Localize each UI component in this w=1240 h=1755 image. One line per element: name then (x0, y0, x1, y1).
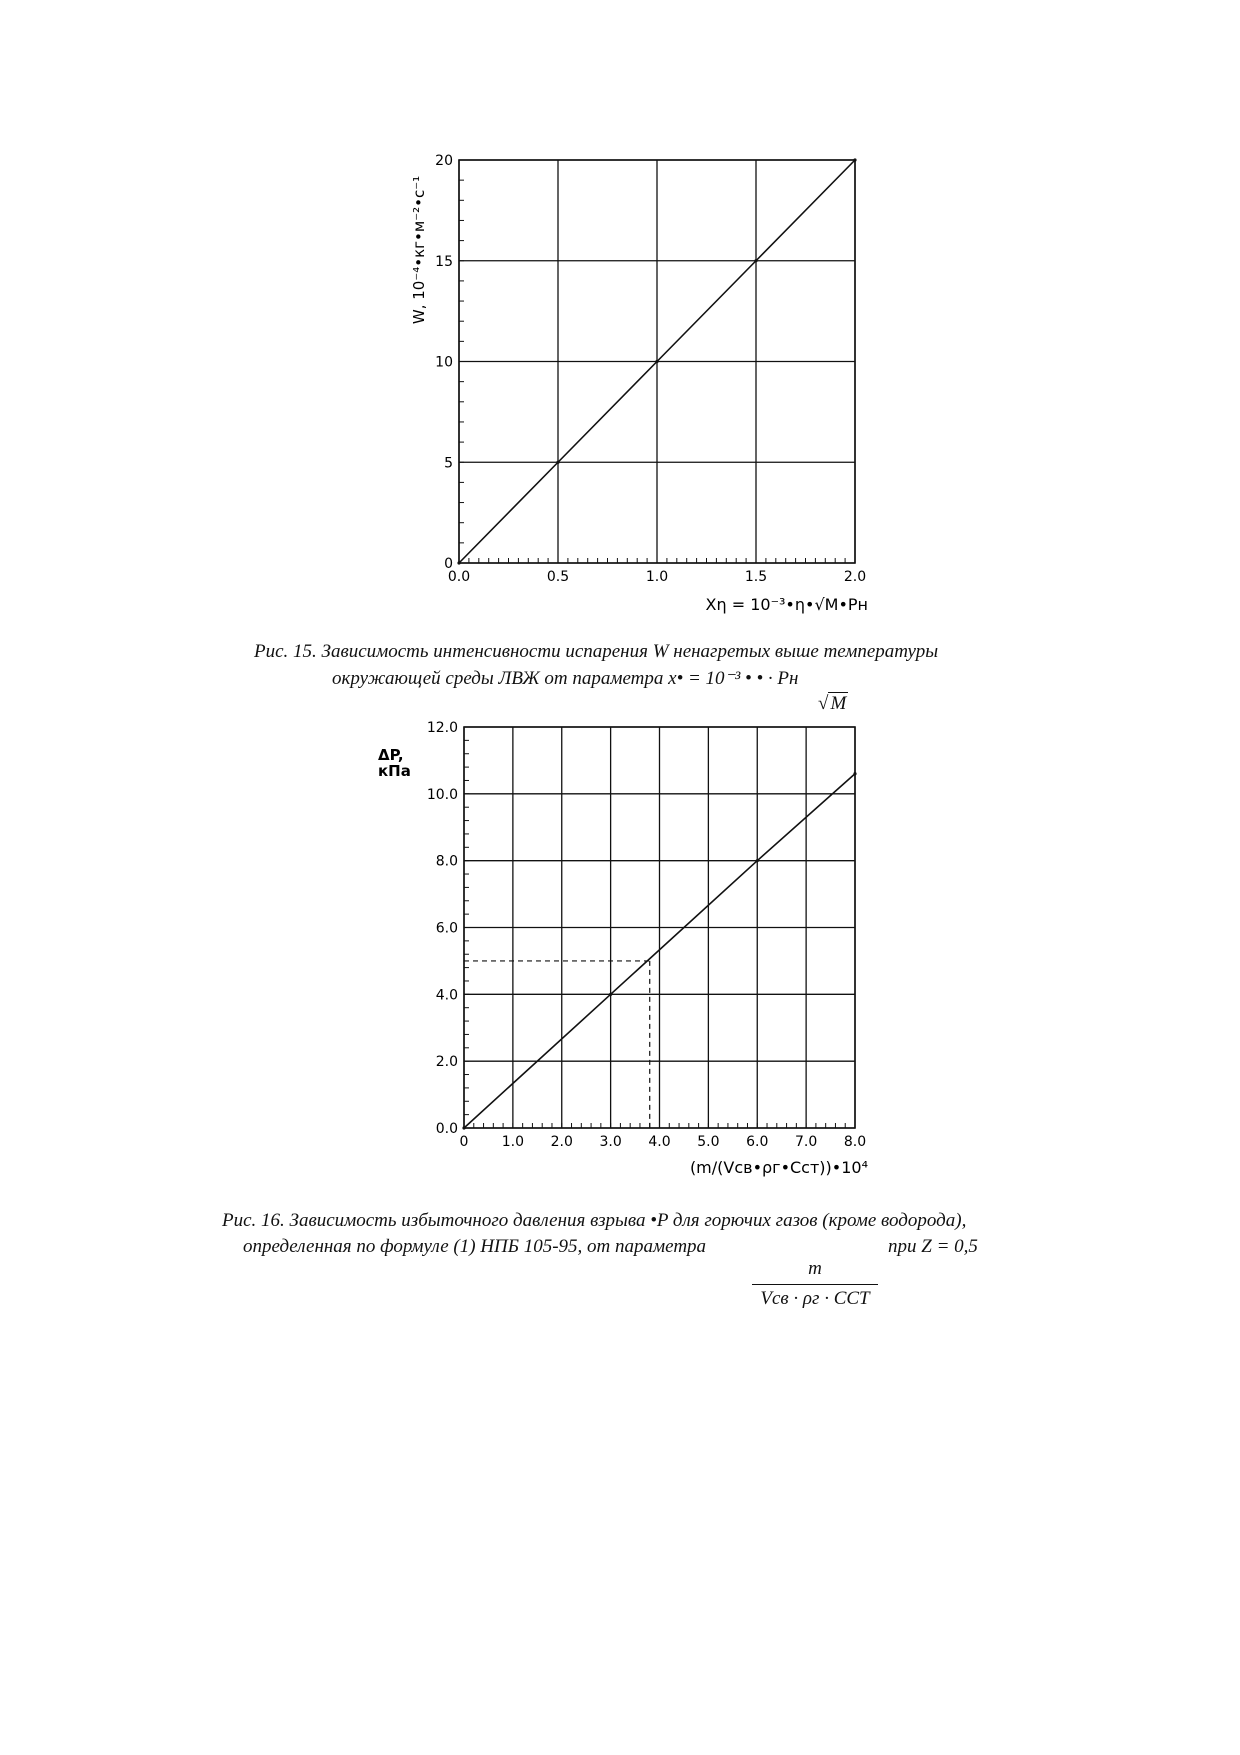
y-axis-label-symbol: ΔP, (378, 746, 404, 764)
x-tick-label: 4.0 (648, 1134, 671, 1150)
x-tick-label: 1.5 (744, 569, 768, 585)
x-tick-label: 1.0 (501, 1134, 525, 1150)
y-tick-label: 10.0 (426, 786, 458, 803)
y-tick-label: 5 (444, 455, 453, 472)
y-tick-label: 12.0 (426, 720, 458, 736)
y-axis-label-unit: кПа (378, 762, 411, 780)
y-tick-label: 8.0 (435, 853, 458, 870)
data-point (609, 993, 612, 996)
y-tick-label: 0 (444, 556, 453, 572)
data-point (462, 1126, 465, 1129)
y-tick-label: 2.0 (435, 1054, 458, 1071)
fraction-bar (752, 1284, 878, 1285)
y-axis-label: W, 10⁻⁴•кг•м⁻²•с⁻¹ (410, 175, 428, 325)
x-axis-label: (m/(Vсв•ρг•Сст))•10⁴ (689, 1158, 868, 1177)
fig16-caption-line1: Рис. 16. Зависимость избыточного давления взрыва •P для горючих газов (кроме водорода), (222, 1210, 967, 1231)
data-point (853, 772, 856, 775)
y-tick-label: 10 (435, 354, 453, 371)
x-tick-label: 7.0 (794, 1134, 818, 1150)
y-tick-label: 6.0 (435, 920, 458, 937)
x-tick-label: 1.0 (645, 569, 669, 585)
y-tick-label: 15 (435, 253, 453, 270)
x-tick-label: 6.0 (746, 1134, 769, 1150)
y-tick-label: 0.0 (435, 1121, 458, 1137)
x-tick-label: 0.5 (546, 569, 570, 585)
x-tick-label: 0.0 (447, 569, 471, 585)
fig15-sqrt-m: √ M (818, 693, 847, 714)
fig16-caption-line2b: при Z = 0,5 (888, 1236, 978, 1257)
fig15-caption-line1: Рис. 15. Зависимость интенсивности испарения W ненагретых выше температуры (254, 641, 939, 662)
y-axis-label (378, 746, 411, 780)
x-tick-label: 5.0 (697, 1134, 720, 1150)
x-tick-label: 2.0 (843, 569, 867, 585)
y-tick-label: 4.0 (435, 987, 458, 1004)
fig15-caption-line2: окружающей среды ЛВЖ от параметра x• = 10⁻³ • • · Pн (332, 668, 799, 689)
x-tick-label: 8.0 (843, 1134, 867, 1150)
fig16-caption-line2a: определенная по формуле (1) НПБ 105-95, от параметра (243, 1236, 707, 1257)
fraction-denominator: Vсв · ρг · CСТ (760, 1288, 870, 1309)
fig16-fraction (752, 1258, 878, 1310)
fraction-numerator: m (808, 1258, 822, 1279)
x-tick-label: 2.0 (550, 1134, 573, 1150)
x-axis-label: Xη = 10⁻³•η•√M•Pн (705, 595, 868, 614)
x-tick-label: 0 (459, 1134, 469, 1150)
x-tick-label: 3.0 (599, 1134, 622, 1150)
data-point (756, 859, 759, 862)
sqrt-radicand: M (830, 693, 847, 714)
y-tick-label: 20 (435, 153, 453, 169)
